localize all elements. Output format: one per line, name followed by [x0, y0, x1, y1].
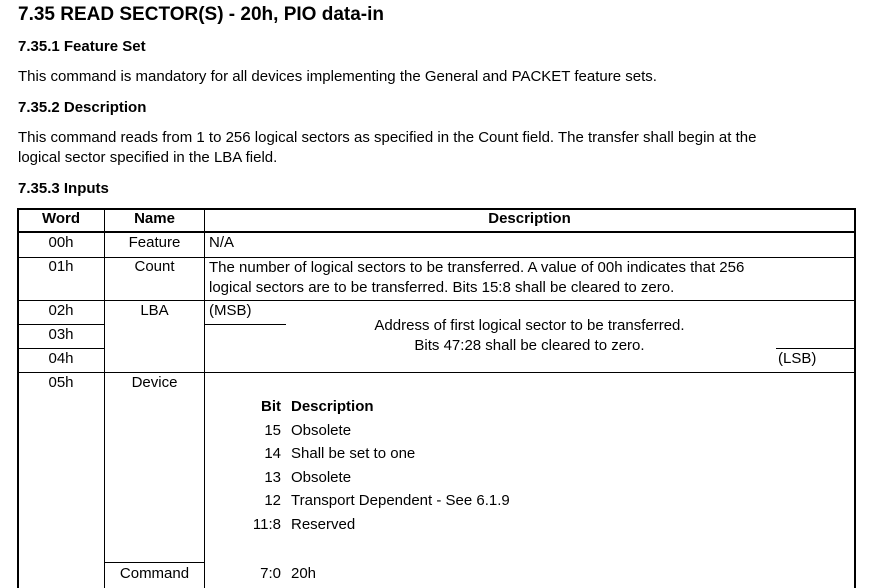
feature-set-text: This command is mandatory for all devices implementing the General and PACKET feature sets. — [18, 68, 657, 85]
description-line-2: logical sector specified in the LBA field. — [18, 149, 278, 166]
command-divider — [104, 562, 205, 563]
lba-msb-label: (MSB) — [209, 302, 252, 319]
inputs-heading: 7.35.3 Inputs — [18, 180, 109, 197]
command-bit-number: 7:0 — [260, 565, 281, 582]
name-command: Command — [119, 565, 190, 582]
bit-number: 15 — [264, 422, 281, 439]
desc-lba-line-1: Address of first logical sector to be transferred. — [374, 317, 685, 334]
bit-description: Obsolete — [291, 469, 352, 486]
bit-description: Obsolete — [291, 422, 352, 439]
description-heading: 7.35.2 Description — [18, 99, 147, 116]
bit-description-header: Description — [291, 398, 374, 415]
header-description: Description — [488, 210, 571, 227]
word-03h: 03h — [48, 326, 74, 343]
word-04h: 04h — [48, 350, 74, 367]
desc-lba-line-2: Bits 47:28 shall be cleared to zero. — [414, 337, 645, 354]
name-feature: Feature — [128, 234, 181, 251]
description-line-1: This command reads from 1 to 256 logical sectors as specified in the Count field. The transfer shall begin at the — [18, 129, 757, 146]
name-count: Count — [134, 258, 175, 275]
command-value: 20h — [291, 565, 317, 582]
word-02h: 02h — [48, 302, 74, 319]
bit-number: 12 — [264, 492, 281, 509]
section-title: 7.35 READ SECTOR(S) - 20h, PIO data-in — [18, 4, 385, 25]
desc-count-line-2: logical sectors are to be transferred. Bits 15:8 shall be cleared to zero. — [209, 279, 675, 296]
desc-count-line-1: The number of logical sectors to be transferred. A value of 00h indicates that 256 — [209, 259, 745, 276]
col-divider-2 — [204, 208, 205, 588]
desc-feature: N/A — [209, 234, 235, 251]
header-name: Name — [134, 210, 175, 227]
bit-column-header: Bit — [261, 398, 281, 415]
word-01h: 01h — [48, 258, 74, 275]
word-00h: 00h — [48, 234, 74, 251]
lba-lsb-label: (LSB) — [778, 350, 817, 367]
bit-number: 11:8 — [252, 516, 281, 533]
bit-number: 13 — [264, 469, 281, 486]
header-word: Word — [41, 210, 81, 227]
name-device: Device — [131, 374, 178, 391]
bit-description: Reserved — [291, 516, 356, 533]
name-lba: LBA — [140, 302, 169, 319]
bit-number: 14 — [264, 445, 281, 462]
bit-description: Shall be set to one — [291, 445, 416, 462]
table-border-right — [854, 208, 856, 588]
feature-set-heading: 7.35.1 Feature Set — [18, 38, 146, 55]
bit-description: Transport Dependent - See 6.1.9 — [291, 492, 510, 509]
word-05h: 05h — [48, 374, 74, 391]
